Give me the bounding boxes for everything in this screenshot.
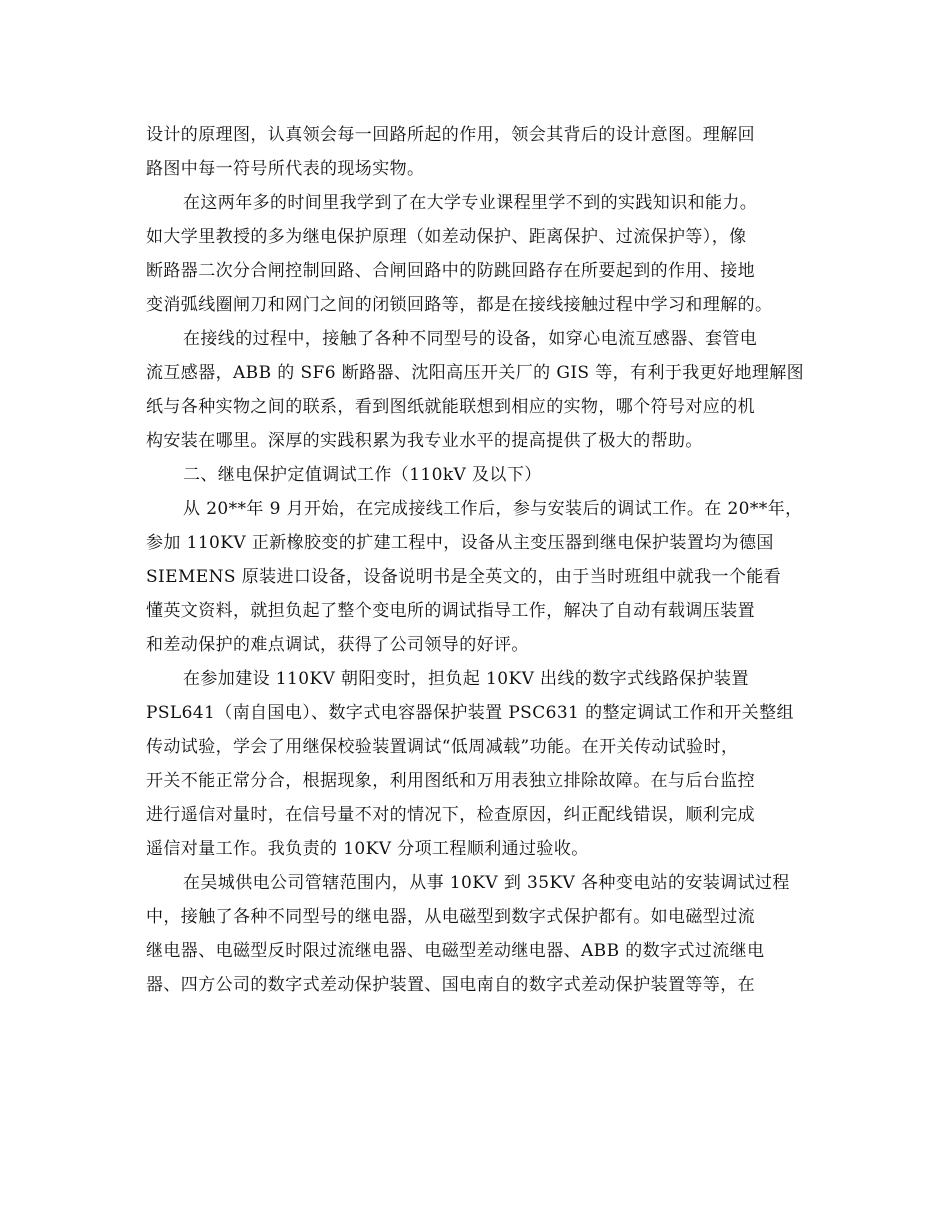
paragraph-first-line: 在接线的过程中，接触了各种不同型号的设备，如穿心电流互感器、套管电	[183, 329, 758, 349]
paragraph-line: SIEMENS 原装进口设备，设备说明书是全英文的，由于当时班组中就我一个能看	[146, 567, 782, 587]
document-body	[146, 118, 816, 1002]
paragraph-first-line: 在吴城供电公司管辖范围内，从事 10KV 到 35KV 各种变电站的安装调试过程	[183, 873, 790, 893]
paragraph-line: 开关不能正常分合，根据现象，利用图纸和万用表独立排除故障。在与后台监控	[146, 771, 755, 791]
paragraph-line: 进行遥信对量时，在信号量不对的情况下，检查原因，纠正配线错误，顺利完成	[146, 805, 755, 825]
paragraph-line: 如大学里教授的多为继电保护原理（如差动保护、距离保护、过流保护等），像	[146, 227, 747, 247]
paragraph-line: 断路器二次分合闸控制回路、合闸回路中的防跳回路存在所要起到的作用、接地	[146, 261, 755, 281]
paragraph-line: 参加 110KV 正新橡胶变的扩建工程中，设备从主变压器到继电保护装置均为德国	[146, 533, 774, 553]
paragraph-line: 构安装在哪里。深厚的实践积累为我专业水平的提高提供了极大的帮助。	[146, 431, 703, 451]
paragraph-first-line: 在参加建设 110KV 朝阳变时，担负起 10KV 出线的数字式线路保护装置	[183, 669, 749, 689]
paragraph-line: 流互感器，ABB 的 SF6 断路器、沈阳高压开关厂的 GIS 等，有利于我更好地理解图	[146, 363, 805, 383]
paragraph-line: 继电器、电磁型反时限过流继电器、电磁型差动继电器、ABB 的数字式过流继电	[146, 941, 765, 961]
paragraph-first-line: 从 20**年 9 月开始，在完成接线工作后，参与安装后的调试工作。在 20**年，	[183, 499, 803, 519]
paragraph-line: 器、四方公司的数字式差动保护装置、国电南自的数字式差动保护装置等等，在	[146, 975, 755, 995]
paragraph-line: 变消弧线圈闸刀和网门之间的闭锁回路等，都是在接线接触过程中学习和理解的。	[146, 295, 773, 315]
paragraph-line: 路图中每一符号所代表的现场实物。	[146, 159, 425, 179]
paragraph-line: 传动试验，学会了用继保校验装置调试“低周减载”功能。在开关传动试验时，	[146, 737, 739, 757]
paragraph-line: 和差动保护的难点调试，获得了公司领导的好评。	[146, 635, 529, 655]
paragraph-line: 设计的原理图，认真领会每一回路所起的作用，领会其背后的设计意图。理解回	[146, 125, 755, 145]
paragraph-line: 懂英文资料，就担负起了整个变电所的调试指导工作，解决了自动有载调压装置	[146, 601, 755, 621]
paragraph-first-line: 二、继电保护定值调试工作（110kV 及以下）	[183, 465, 542, 485]
paragraph-line: 纸与各种实物之间的联系，看到图纸就能联想到相应的实物，哪个符号对应的机	[146, 397, 755, 417]
paragraph-first-line: 在这两年多的时间里我学到了在大学专业课程里学不到的实践知识和能力。	[183, 193, 758, 213]
paragraph-line: 中，接触了各种不同型号的继电器，从电磁型到数字式保护都有。如电磁型过流	[146, 907, 755, 927]
paragraph-line: PSL641（南自国电）、数字式电容器保护装置 PSC631 的整定调试工作和开关整组	[146, 703, 794, 723]
paragraph-line: 遥信对量工作。我负责的 10KV 分项工程顺利通过验收。	[146, 839, 589, 859]
